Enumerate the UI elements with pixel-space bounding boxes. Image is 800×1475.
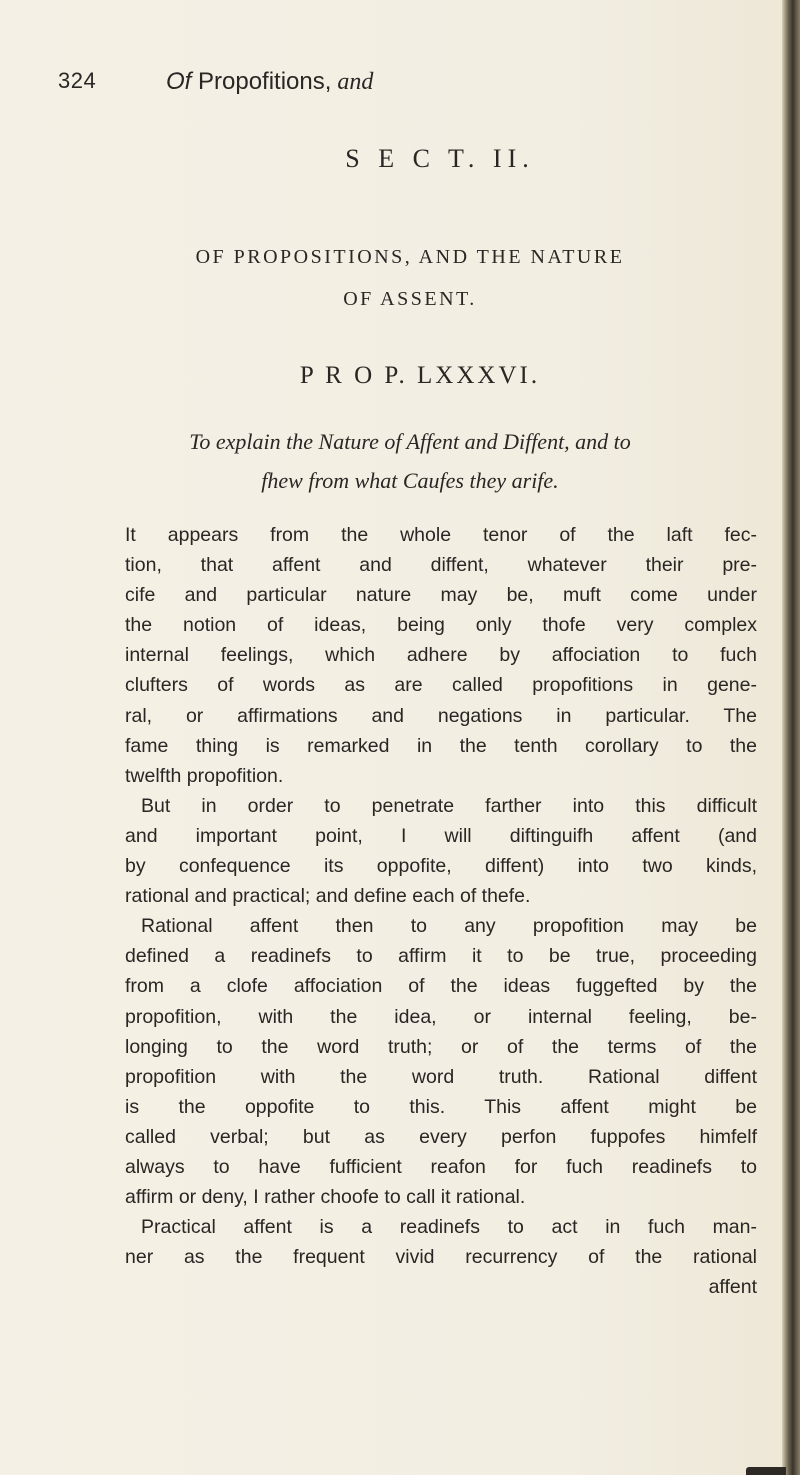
catchword: affent: [708, 1276, 757, 1299]
body-line: But in order to penetrate farther into this difficult: [141, 794, 757, 817]
body-line: It appears from the whole tenor of the laft fec-: [125, 524, 757, 546]
body-line: cife and particular nature may be, muft come under: [125, 584, 757, 607]
section-title-line-1: OF PROPOSITIONS, AND THE NATURE: [195, 246, 625, 268]
body-line: by confequence its oppofite, diffent) into two kinds,: [125, 855, 757, 878]
running-head-and: and: [331, 69, 374, 95]
body-line: rational and practical; and define each of thefe.: [125, 885, 531, 908]
body-line: the notion of ideas, being only thofe very complex: [125, 614, 757, 637]
bottom-edge-mark: [746, 1467, 786, 1475]
body-line: called verbal; but as every perfon fuppofes himfelf: [125, 1125, 757, 1148]
running-head-main: Propofitions,: [191, 68, 332, 95]
body-line: longing to the word truth; or of the terms of the: [125, 1035, 757, 1058]
body-line: Rational affent then to any propofition may be: [141, 915, 757, 938]
body-line: always to have fufficient reafon for fuch readinefs to: [125, 1155, 757, 1178]
body-line: ner as the frequent vivid recurrency of the rational: [125, 1246, 757, 1269]
body-line: twelfth propofition.: [125, 764, 284, 787]
page-header: [58, 68, 658, 108]
body-line: is the oppofite to this. This affent might be: [125, 1095, 757, 1118]
body-line: internal feelings, which adhere by affociation to fuch: [125, 644, 757, 667]
body-line: from a clofe affociation of the ideas fuggefted by the: [125, 975, 757, 998]
body-line: defined a readinefs to affirm it to be true, proceeding: [125, 945, 757, 968]
proposition-heading-line-1: To explain the Nature of Affent and Diffent, and to: [189, 429, 631, 454]
body-line: ral, or affirmations and negations in particular. The: [125, 704, 757, 727]
body-line: Practical affent is a readinefs to act in fuch man-: [141, 1216, 757, 1239]
running-head-of: Of: [166, 68, 192, 95]
body-line: propofition, with the idea, or internal feeling, be-: [125, 1005, 757, 1028]
body-line: tion, that affent and diffent, whatever their pre-: [125, 554, 757, 577]
running-head: [166, 68, 373, 96]
body-text: [125, 520, 757, 1302]
body-line: fame thing is remarked in the tenth corollary to the: [125, 734, 757, 757]
body-line: and important point, I will diftinguifh affent (and: [125, 824, 757, 847]
section-label: S E C T. II.: [345, 144, 535, 173]
proposition-heading-line-2: fhew from what Caufes they arife.: [261, 468, 559, 493]
section-title-line-2: OF ASSENT.: [343, 288, 477, 310]
body-line: propofition with the word truth. Rational diffent: [125, 1065, 757, 1088]
body-line: clufters of words as are called propofitions in gene-: [125, 674, 757, 697]
proposition-label: P R O P. LXXXVI.: [299, 362, 541, 389]
page-binding-edge: [782, 0, 800, 1475]
body-line: affirm or deny, I rather choofe to call it rational.: [125, 1186, 526, 1209]
page-number: 324: [58, 68, 97, 93]
